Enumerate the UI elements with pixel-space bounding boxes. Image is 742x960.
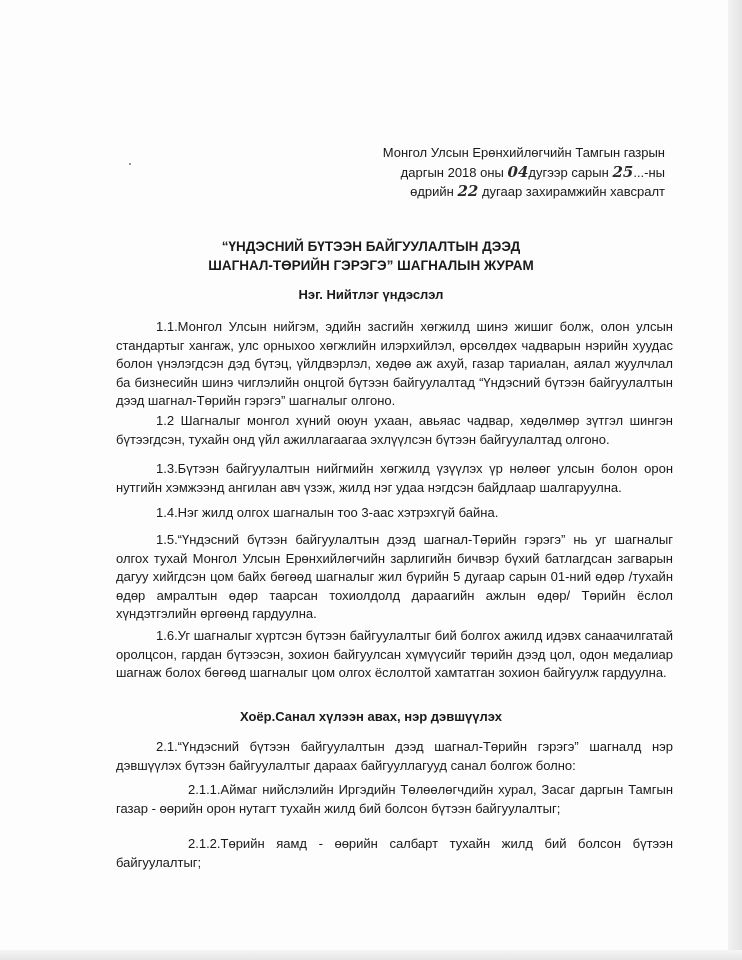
paragraph-2-1-1: 2.1.1.Аймаг нийслэлийн Иргэдийн Төлөөлөгчдийн хурал, Засаг даргын Тамгын газар - өөрийн орон нутагт тухайн жилд бий болсон бүтээн байгуулалтыг; <box>116 782 673 816</box>
section-2-heading: Хоёр.Санал хүлээн авах, нэр дэвшүүлэх <box>239 709 503 724</box>
paragraph-2-1-2: 2.1.2.Төрийн яамд - өөрийн салбарт тухайн жилд бий болсон бүтээн байгуулалтыг; <box>116 836 673 870</box>
handwritten-day: 25 <box>612 162 634 181</box>
handwritten-order-number: 22 <box>457 182 479 200</box>
paragraph-1-3: 1.3.Бүтээн байгуулалтын нийгмийн хөгжилд үзүүлэх үр нөлөөг улсын болон орон нутгийн хэмжээнд ангилан авч үзэж, жилд нэг удаа нэгдсэн байдлаар шалгаруулна. <box>116 461 673 495</box>
paragraph-2-1: 2.1.“Үндэсний бүтээн байгуулалтын дээд шагнал-Төрийн гэрэгэ” шагналд нэр дэвшүүлэх бүтээн байгуулалтыг дараах байгууллагууд санал болгож болно: <box>116 739 673 773</box>
paragraph-1-4: 1.4.Нэг жилд олгох шагналын тоо 3-аас хэтрэхгүй байна. <box>156 505 499 520</box>
approval-block <box>383 144 665 202</box>
handwritten-month: 04 <box>507 162 529 181</box>
approval-line-2-pre: даргын 2018 оны <box>400 164 504 180</box>
paragraph-1-2: 1.2 Шагналыг монгол хүний оюун ухаан, авьяас чадвар, хөдөлмөр зүтгэл шингэн бүтээгдсэн, тухайн онд үйл ажиллагаагаа эхлүүлсэн бүтээн байгуулалтад олгоно. <box>116 413 673 447</box>
paragraph-1-5: 1.5.“Үндэсний бүтээн байгуулалтын дээд шагнал-Төрийн гэрэгэ” нь уг шагналыг олгох тухай Монгол Улсын Ерөнхийлөгчийн зарлигийн бичвэр бүхий батлагдсан загварын дагуу хийгдсэн цом байх бөгөөд шагналыг жил бүрийн 5 дугаар сарын 01-ний өдөр /тухайн өдөр амралтын өдөр таарсан тохиолдолд дараагийн ажлын өдөр/ Төрийн ёслол хүндэтгэлийн өргөөнд гардуулна. <box>116 532 673 622</box>
approval-line-3 <box>383 182 665 202</box>
paragraph-1-6: 1.6.Уг шагналыг хүртсэн бүтээн байгуулалтыг бий болгох ажилд идэвх санаачилгатай оролцсон, гардан бүтээсэн, зохион байгуулсан хүмүүсийг төрийн дээд цол, одон медалиар шагнаж болох бөгөөд шагналыг цом олгох ёслолтой хамтатган зохион байгуулж гардуулна. <box>116 628 673 681</box>
document-title <box>0 238 742 275</box>
approval-line-2-post: ...-ны <box>633 164 665 180</box>
scan-speck <box>129 163 131 165</box>
title-line-2: ШАГНАЛ-ТӨРИЙН ГЭРЭГЭ” ШАГНАЛЫН ЖУРАМ <box>208 257 534 273</box>
section-1-heading: Нэг. Нийтлэг үндэслэл <box>298 287 444 302</box>
title-line-1: “ҮНДЭСНИЙ БҮТЭЭН БАЙГУУЛАЛТЫН ДЭЭД <box>221 239 521 254</box>
scan-edge-right <box>728 0 742 960</box>
scan-edge-bottom <box>0 950 742 960</box>
approval-line-2-mid: дугээр сарын <box>528 164 609 180</box>
approval-line-2 <box>383 163 665 183</box>
approval-line-3-post: дугаар захирамжийн хавсралт <box>481 184 665 199</box>
approval-line-1: Монгол Улсын Ерөнхийлөгчийн Тамгын газрын <box>382 145 665 160</box>
paragraph-1-1: 1.1.Монгол Улсын нийгэм, эдийн засгийн хөгжилд шинэ жишиг болж, олон улсын стандартыг хангаж, улс орныхоо хөгжлийн илэрхийлэл, өрсөлдөх чадварын нэрийн хуудас болон үнэлэгдсэн дэд бүтэц, үйлдвэрлэл, хөдөө аж ахуй, газар тариалан, аялал жуулчлал ба бизнесийн шинэ чиглэлийн онцгой бүтээн байгуулалтад “Үндэсний бүтээн байгуулалтын дээд шагнал-Төрийн гэрэгэ” шагналыг олгоно. <box>116 319 673 409</box>
approval-line-3-pre: өдрийн <box>410 184 454 199</box>
